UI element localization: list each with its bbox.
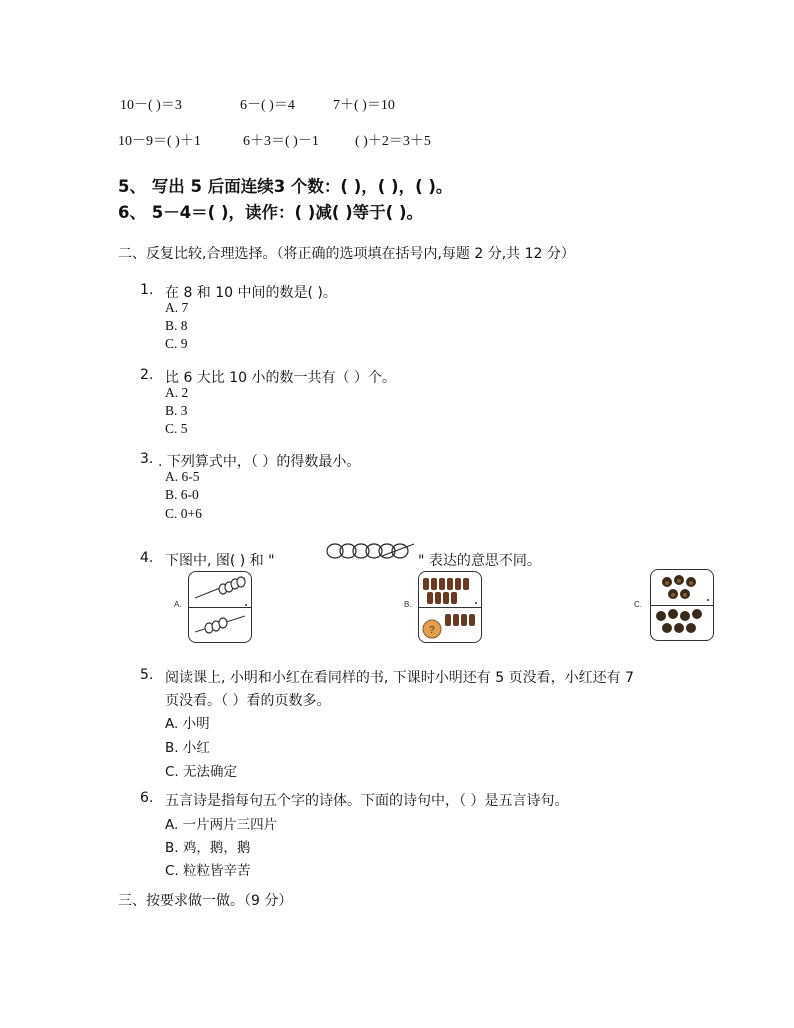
mc-question-3: . 下列算式中，（ ）的得数最小。 [158, 454, 361, 470]
mc-1-option-c: C. 9 [165, 336, 188, 351]
equation-2-2: 6＋3＝( )－1 [243, 134, 319, 149]
mc-2-option-a: A. 2 [165, 385, 189, 400]
mc-question-2: 比 6 大比 10 小的数一共有（ ）个。 [165, 370, 396, 386]
pic-label-a: A. [174, 600, 182, 609]
equation-1-2: 6－( )＝4 [240, 98, 295, 113]
section-2-title: 二、反复比较,合理选择。（将正确的选项填在括号内,每题 2 分,共 12 分） [118, 246, 575, 262]
mc-6-option-c: C. 粒粒皆辛苦 [165, 863, 251, 879]
equation-1-3: 7＋( )＝10 [333, 98, 395, 113]
pic-label-b: B. [404, 600, 412, 609]
mc-5-option-a: A. 小明 [165, 716, 210, 732]
mc-question-4-start: 下图中, 图( ) 和 " [165, 553, 275, 569]
equation-1-1: 10－( )＝3 [120, 98, 182, 113]
mc-number-6: 6. [140, 790, 154, 806]
mc-2-option-c: C. 5 [165, 421, 188, 436]
mc-question-6: 五言诗是指每句五个字的诗体。下面的诗句中，（ ）是五言诗句。 [165, 793, 569, 809]
mc-5-option-b: B. 小红 [165, 740, 210, 756]
mc-5-option-c: C. 无法确定 [165, 764, 238, 780]
mc-number-1: 1. [140, 282, 154, 298]
mc-number-5: 5. [140, 667, 154, 683]
section-3-title: 三、按要求做一做。（9 分） [118, 893, 293, 909]
equation-2-1: 10－9＝( )＋1 [118, 134, 201, 149]
mc-1-option-b: B. 8 [165, 318, 188, 333]
mc-question-5-line2: 页没看。（ ）看的页数多。 [165, 693, 331, 709]
mc-question-5-line1: 阅读课上, 小明和小红在看同样的书, 下课时小明还有 5 页没看，小红还有 7 [165, 670, 634, 686]
mc-question-4-end: " 表达的意思不同。 [418, 553, 541, 569]
question-5: 5、 写出 5 后面连续3 个数：( )，( )，( )。 [118, 177, 453, 196]
bead-chain-image [322, 540, 420, 562]
equation-2-3: ( )＋2＝3＋5 [355, 134, 431, 149]
mc-number-3: 3. [140, 451, 154, 467]
pic-label-c: C. [634, 600, 642, 609]
mc-6-option-b: B. 鸡，鹅，鹅 [165, 840, 251, 856]
mc-number-2: 2. [140, 367, 154, 383]
mc-3-option-b: B. 6-0 [165, 487, 199, 502]
svg-text:?: ? [429, 625, 435, 636]
question-6: 6、 5－4＝( )，读作：( )减( )等于( )。 [118, 203, 423, 222]
mc-question-1: 在 8 和 10 中间的数是( )。 [165, 285, 337, 301]
mc-1-option-a: A. 7 [165, 300, 189, 315]
picture-a-abacus[interactable] [188, 571, 252, 643]
mc-2-option-b: B. 3 [165, 403, 188, 418]
picture-c-monkeys[interactable] [650, 569, 714, 641]
picture-b-rabbits[interactable] [418, 571, 482, 643]
mc-3-option-a: A. 6-5 [165, 469, 200, 484]
mc-number-4: 4. [140, 550, 154, 566]
mc-3-option-c: C. 0+6 [165, 506, 202, 521]
mc-6-option-a: A. 一片两片三四片 [165, 817, 278, 833]
